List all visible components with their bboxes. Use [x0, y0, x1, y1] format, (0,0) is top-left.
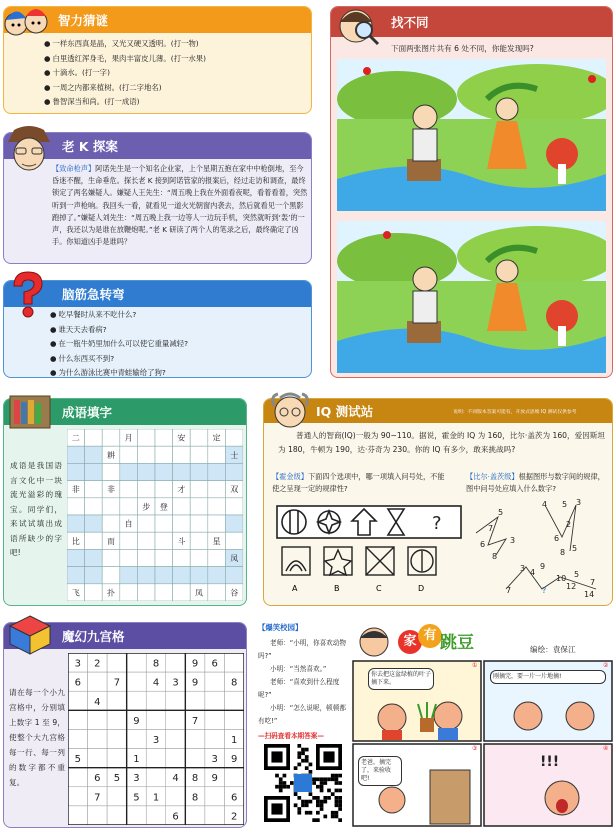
sudoku-cell[interactable] [224, 768, 244, 787]
iq-q2-text: 根据图形与数字间的规律，图中问号处应填入什么数字? [466, 472, 605, 493]
idiom-cell[interactable] [225, 532, 243, 549]
idiom-char: 安 [177, 433, 186, 443]
idiom-cell[interactable] [190, 429, 208, 446]
idiom-cell[interactable] [173, 463, 191, 480]
iq-figure-number: 12 [566, 582, 577, 591]
spot-subtitle: 下面两张图片共有 6 处不同，你能发现吗? [391, 44, 534, 53]
idiom-cell[interactable] [102, 429, 120, 446]
idiom-cell[interactable] [173, 549, 191, 566]
idiom-char: 扑 [107, 588, 115, 598]
sudoku-cell[interactable] [185, 729, 205, 748]
idiom-cell[interactable] [137, 567, 155, 584]
sudoku-cell[interactable] [127, 806, 147, 825]
laugh-line: 老师：“小明，你喜欢动物吗?” [258, 639, 346, 660]
idiom-cell[interactable] [137, 463, 155, 480]
comic-bubble-1: 你去把这盆绿植的叶子摘下来。 [368, 668, 434, 690]
sudoku-cell[interactable] [205, 806, 225, 825]
sudoku-cell[interactable] [185, 749, 205, 768]
sudoku-cell[interactable] [205, 729, 225, 748]
sudoku-number: 4 [172, 773, 179, 785]
sudoku-number: 4 [94, 696, 101, 708]
riddle-item: ● 一样东西真是晶，又光又硬又透明。(打一物) [44, 37, 206, 52]
idiom-cell[interactable] [190, 515, 208, 532]
sudoku-number: 5 [74, 754, 81, 766]
idiom-cell[interactable] [102, 567, 120, 584]
qr-label: —扫码查看本期答案— [258, 732, 324, 740]
brain-item: ● 谁天天去看病? [50, 323, 188, 338]
sudoku-cell[interactable] [127, 672, 147, 691]
sudoku-number: 9 [231, 754, 238, 766]
comic-logo-tiaodou: 跳豆 [440, 633, 474, 653]
brain-item: ● 什么东西买不到? [50, 352, 188, 367]
idiom-grid [67, 429, 243, 601]
riddle-item: ● 一周之内都来植树。(打二字地名) [44, 81, 206, 96]
comic-bubble-3: 老爸，摘完了，来验收吧! [358, 756, 402, 786]
idiom-cell[interactable] [85, 498, 103, 515]
idiom-cell[interactable] [225, 463, 243, 480]
idiom-cell[interactable] [155, 463, 173, 480]
laugh-line: 小明：“当然喜欢。” [270, 665, 327, 673]
idiom-cell[interactable] [85, 515, 103, 532]
laugh-line: 小明：“怎么说呢，顿顿都有吃!” [258, 704, 346, 725]
spot-title: 找不同 [391, 15, 429, 30]
idiom-cell[interactable] [120, 446, 138, 463]
sudoku-number: 2 [231, 811, 238, 823]
bookshelf-icon [6, 388, 54, 432]
idiom-char: 非 [71, 485, 80, 495]
sudoku-cell[interactable] [205, 691, 225, 710]
iq-option-b: B [334, 584, 340, 593]
iq-q2-tag: 【比尔·盖茨级】 [466, 472, 519, 481]
sudoku-number: 1 [152, 792, 160, 804]
idiom-cell[interactable] [208, 481, 226, 498]
sudoku-cell[interactable] [146, 806, 166, 825]
iq-option-c: C [376, 584, 382, 593]
sudoku-cell[interactable] [166, 653, 186, 672]
sudoku-number: 9 [191, 658, 199, 670]
idiom-cell[interactable] [137, 515, 155, 532]
riddles-title: 智力猜谜 [58, 13, 109, 28]
iq-question-2 [466, 471, 612, 495]
sudoku-cell[interactable] [107, 729, 127, 748]
laugh-tag: 【爆笑校园】 [258, 623, 303, 632]
detective-story [52, 163, 308, 248]
idiom-cell[interactable] [190, 532, 208, 549]
sudoku-cell[interactable] [205, 672, 225, 691]
riddle-kids-icon [2, 2, 52, 42]
idiom-char: 才 [177, 485, 186, 495]
laugh-panel [258, 622, 348, 828]
iq-question-1 [272, 471, 448, 495]
idiom-cell[interactable] [120, 498, 138, 515]
sudoku-grid [68, 653, 244, 825]
idiom-cell[interactable] [67, 549, 85, 566]
spot-picture-bottom [337, 221, 606, 373]
idiom-cell[interactable] [67, 446, 85, 463]
idiom-cell[interactable] [190, 549, 208, 566]
comic-author: 编绘：袁保江 [530, 645, 576, 654]
sudoku-cell[interactable] [68, 729, 88, 748]
comic-logo [352, 622, 482, 658]
sudoku-cell[interactable] [88, 710, 108, 729]
sudoku-cell[interactable] [224, 691, 244, 710]
sudoku-cell[interactable] [185, 691, 205, 710]
iq-figure-number: 3 [510, 536, 516, 545]
idiom-cell[interactable] [155, 549, 173, 566]
sudoku-title: 魔幻九宫格 [62, 629, 125, 644]
iq-figure-number: 5 [574, 570, 580, 579]
sudoku-cell[interactable] [107, 653, 127, 672]
idiom-char: 士 [230, 450, 239, 460]
comic-num-2: ② [603, 662, 609, 669]
sudoku-number: 6 [94, 773, 101, 785]
sudoku-cell[interactable] [224, 710, 244, 729]
idiom-cell[interactable] [120, 584, 138, 601]
idiom-cell[interactable] [120, 532, 138, 549]
brain-item: ● 吃早餐时从来不吃什么? [50, 308, 188, 323]
brain-header [4, 281, 311, 307]
comic-boy-icon [352, 622, 396, 658]
sudoku-cell[interactable] [68, 768, 88, 787]
sudoku-number: 1 [231, 735, 238, 746]
iq-number-figures [466, 497, 612, 603]
iq-question-mark: ? [432, 513, 442, 534]
idiom-char: 斗 [177, 536, 186, 546]
idiom-char: 月 [124, 433, 133, 443]
iq-note: 说明：不同版本答案可能有，开放式思维 IQ 测试仅供参考 [453, 409, 577, 415]
idiom-char: 耕 [107, 450, 115, 460]
riddle-item: ● 白里透红浑身毛，果肉丰富皮儿薄。(打一水果) [44, 52, 206, 67]
idiom-cell[interactable] [225, 498, 243, 515]
idiom-cell[interactable] [173, 498, 191, 515]
iq-figure-number: 6 [554, 534, 560, 543]
detective-title: 老 K 探案 [62, 139, 118, 154]
idiom-cell[interactable] [190, 446, 208, 463]
iq-figure-number: 2 [566, 520, 572, 529]
riddle-item: ● 鲁智深当和尚。(打一成语) [44, 95, 206, 110]
idiom-cell[interactable] [190, 498, 208, 515]
idiom-cell[interactable] [225, 515, 243, 532]
idiom-char: 凤 [195, 588, 203, 598]
idiom-cell[interactable] [67, 567, 85, 584]
sudoku-number: 6 [231, 792, 238, 804]
idiom-char: 飞 [71, 588, 80, 598]
brain-title: 脑筋急转弯 [62, 287, 125, 302]
sudoku-number: 8 [152, 658, 160, 670]
scientist-icon [268, 390, 314, 432]
idiom-cell[interactable] [67, 515, 85, 532]
comic-num-4: ④ [603, 745, 609, 752]
sudoku-number: 5 [113, 773, 121, 785]
sudoku-number: 3 [74, 658, 81, 670]
sudoku-number: 6 [211, 658, 218, 670]
idiom-char: 凤 [230, 554, 239, 563]
sudoku-cell[interactable] [146, 691, 166, 710]
sudoku-number: 1 [133, 754, 140, 766]
sudoku-cell[interactable] [185, 806, 205, 825]
comic-logo-jia: 家 [398, 630, 422, 654]
sudoku-cell[interactable] [68, 691, 88, 710]
idiom-cell[interactable] [120, 567, 138, 584]
sudoku-cell[interactable] [146, 768, 166, 787]
iq-figure-number: ? [542, 586, 547, 595]
idiom-cell[interactable] [173, 446, 191, 463]
idiom-char: 星 [212, 536, 221, 546]
comic-num-3: ③ [472, 745, 478, 752]
idiom-cell[interactable] [85, 549, 103, 566]
idiom-cell[interactable] [173, 515, 191, 532]
idiom-cell[interactable] [67, 463, 85, 480]
iq-option-a: A [292, 584, 298, 593]
idiom-char: 自 [124, 519, 133, 529]
idiom-cell[interactable] [137, 481, 155, 498]
sudoku-cell[interactable] [146, 749, 166, 768]
idiom-cell[interactable] [225, 567, 243, 584]
iq-intro: 普通人的智商(IQ)一般为 90~110。据说，霍金的 IQ 为 160，比尔·盖茨为 160，爱因斯坦为 180，牛顿为 190，达·芬奇为 230。你的 IQ 有多少，敢来挑战吗? [278, 431, 605, 454]
sudoku-cell[interactable] [146, 710, 166, 729]
sudoku-number: 7 [191, 715, 199, 727]
sudoku-number: 8 [191, 792, 199, 804]
sudoku-number: 9 [133, 715, 140, 727]
iq-figure-number: 4 [530, 568, 536, 577]
idiom-cell[interactable] [173, 584, 191, 601]
magnifier-kid-icon [334, 2, 382, 46]
iq-figure-number: 7 [506, 586, 512, 595]
iq-q1-text: 下面四个选项中，哪一项填入问号处，不能使之呈现一定的规律性? [272, 472, 445, 493]
iq-figure-number: 7 [590, 578, 596, 587]
iq-header [264, 399, 612, 423]
sudoku-cell[interactable] [224, 653, 244, 672]
sudoku-number: 6 [172, 811, 179, 823]
idiom-cell[interactable] [137, 429, 155, 446]
iq-figure-number: 6 [480, 540, 486, 549]
sudoku-number: 8 [191, 773, 199, 785]
idiom-char: 非 [107, 485, 115, 495]
detective-text: 阿诺先生是一个知名企业家，上个星期五抱在家中中枪倒地，至今昏迷不醒，生命垂危。探长老 K 接到阿诺管家的报案后，经过走访和调查，最终锁定了两名嫌疑人。嫌疑人王先生：“周五晚上我在外面看夜呢，看着看着，突然听到一声枪响。我回头一看，就看见一道火光朝窗内袭去，然后就看见一个黑影跑掉了。”嫌疑人刘先生：“周五晚上我一边等人一边玩手机，突然就听到‘轰’的一声，我还以为是谁在放鞭炮呢。”老 K 研读了两个人的笔录之后，最终确定了凶手。你知道凶手是谁吗？ [52, 164, 308, 247]
sudoku-number: 9 [191, 677, 199, 689]
idiom-cell[interactable] [137, 584, 155, 601]
iq-figure-number: 3 [576, 498, 582, 507]
idiom-cell[interactable] [67, 498, 85, 515]
sudoku-cell[interactable] [68, 806, 88, 825]
iq-figure-number: 7 [488, 524, 494, 533]
iq-figure-number: 14 [584, 590, 595, 599]
idiom-cell[interactable] [85, 429, 103, 446]
sudoku-cell[interactable] [88, 749, 108, 768]
iq-figure-number: 5 [572, 544, 578, 553]
sudoku-number: 4 [152, 677, 160, 689]
iq-title: IQ 测试站 [316, 404, 374, 419]
brain-list [50, 308, 188, 378]
sudoku-number: 6 [74, 677, 81, 689]
idiom-cell[interactable] [225, 429, 243, 446]
iq-options [276, 545, 462, 599]
idiom-cell[interactable] [190, 463, 208, 480]
iq-figure-number: 5 [562, 500, 568, 509]
sudoku-cell[interactable] [107, 749, 127, 768]
sudoku-cell[interactable] [205, 710, 225, 729]
idiom-cell[interactable] [155, 429, 173, 446]
idiom-cell[interactable] [137, 549, 155, 566]
idiom-char: 二 [71, 433, 80, 443]
sudoku-cell[interactable] [205, 787, 225, 806]
comic-bubble-2: 刚摘完，要一片一片地摘! [490, 670, 606, 684]
iq-figure-number: 5 [498, 508, 504, 517]
idiom-cell[interactable] [85, 481, 103, 498]
idiom-cell[interactable] [85, 446, 103, 463]
idiom-char: 双 [230, 485, 239, 495]
idiom-cell[interactable] [102, 463, 120, 480]
sudoku-cell[interactable] [107, 806, 127, 825]
idiom-cell[interactable] [85, 567, 103, 584]
iq-figure-number: 10 [556, 574, 567, 583]
sudoku-number: 5 [133, 792, 140, 804]
comic-logo-you: 有 [418, 624, 442, 648]
spot-picture-top [337, 59, 606, 211]
iq-q1-tag: 【霍金级】 [272, 472, 308, 481]
sudoku-number: 9 [211, 773, 218, 785]
idiom-char: 而 [107, 536, 115, 546]
qr-code[interactable] [264, 744, 342, 822]
iq-figure-number: 4 [542, 500, 548, 509]
idiom-cell[interactable] [173, 567, 191, 584]
sudoku-number: 3 [133, 773, 140, 785]
sudoku-cell[interactable] [166, 710, 186, 729]
idiom-cell[interactable] [208, 463, 226, 480]
sudoku-cell[interactable] [107, 710, 127, 729]
idiom-cell[interactable] [155, 481, 173, 498]
sudoku-cell[interactable] [127, 691, 147, 710]
idiom-cell[interactable] [208, 549, 226, 566]
idiom-cell[interactable] [155, 446, 173, 463]
idiom-cell[interactable] [120, 481, 138, 498]
sudoku-cell[interactable] [166, 787, 186, 806]
idiom-cell[interactable] [85, 463, 103, 480]
sudoku-number: 8 [231, 677, 238, 689]
sudoku-cell[interactable] [88, 806, 108, 825]
iq-sequence-figures [276, 505, 462, 539]
sudoku-number: 7 [94, 792, 101, 804]
sudoku-description: 请在每一个小九宫格中，分别填上数字 1 至 9，使整个大九宫格每一行、每一列的数字都不重复。 [9, 688, 65, 787]
comic-num-1: ① [472, 662, 478, 669]
idiom-char: 比 [71, 536, 80, 546]
sudoku-cell[interactable] [127, 729, 147, 748]
sudoku-cell[interactable] [127, 653, 147, 672]
detective-tag: 【致命枪声】 [52, 164, 96, 173]
sudoku-cell[interactable] [107, 691, 127, 710]
idiom-cell[interactable] [208, 446, 226, 463]
brain-item: ● 为什么游泳比赛中青蛙输给了狗? [50, 366, 188, 378]
sudoku-number: 2 [94, 658, 101, 670]
sudoku-number: 3 [172, 677, 179, 689]
idiom-cell[interactable] [137, 446, 155, 463]
sudoku-cell[interactable] [107, 787, 127, 806]
idiom-cell[interactable] [155, 567, 173, 584]
idiom-char: 定 [212, 433, 221, 443]
idiom-cell[interactable] [85, 584, 103, 601]
sudoku-number: 3 [152, 735, 160, 746]
iq-figure-number: 3 [520, 564, 526, 573]
idiom-char: 谷 [230, 588, 239, 598]
sudoku-number: 3 [211, 754, 218, 766]
idiom-cell[interactable] [208, 584, 226, 601]
idiom-cell[interactable] [208, 567, 226, 584]
idiom-cell[interactable] [102, 549, 120, 566]
idiom-cell[interactable] [137, 532, 155, 549]
magic-cube-icon [6, 612, 54, 656]
idiom-cell[interactable] [208, 498, 226, 515]
riddles-list [44, 37, 206, 110]
brain-item: ● 在一瓶牛奶里加什么可以使它重量减轻? [50, 337, 188, 352]
idiom-cell[interactable] [120, 549, 138, 566]
sudoku-cell[interactable] [166, 729, 186, 748]
idiom-char: 登 [159, 502, 168, 512]
idiom-cell[interactable] [85, 532, 103, 549]
comic-panel [352, 622, 613, 828]
iq-figure-number: 8 [560, 548, 566, 557]
sudoku-cell[interactable] [88, 672, 108, 691]
iq-figure-number: 9 [540, 562, 546, 571]
idiom-char: 步 [142, 502, 151, 512]
idiom-title: 成语填字 [62, 405, 113, 420]
sudoku-cell[interactable] [166, 749, 186, 768]
iq-figure-number: 8 [492, 552, 498, 561]
idiom-description: 成语是我国语言文化中一块流光溢彩的瑰宝。同学们，来试试填出成语所缺少的字吧! [10, 461, 62, 557]
idiom-cell[interactable] [155, 584, 173, 601]
idiom-cell[interactable] [155, 515, 173, 532]
sudoku-cell[interactable] [88, 729, 108, 748]
idiom-cell[interactable] [190, 481, 208, 498]
comic-bubble-4: !!! [540, 754, 560, 770]
idiom-cell[interactable] [102, 515, 120, 532]
idiom-cell[interactable] [208, 515, 226, 532]
idiom-cell[interactable] [155, 532, 173, 549]
detective-k-icon [4, 120, 54, 178]
idiom-cell[interactable] [120, 463, 138, 480]
iq-option-d: D [418, 584, 425, 593]
riddle-item: ● 十滴水。(打一字) [44, 66, 206, 81]
iq-panel [263, 398, 613, 606]
idiom-cell[interactable] [190, 567, 208, 584]
spot-difference-panel [330, 6, 613, 378]
sudoku-cell[interactable] [68, 710, 88, 729]
sudoku-cell[interactable] [68, 787, 88, 806]
question-mark-icon [4, 268, 50, 318]
sudoku-cell[interactable] [166, 691, 186, 710]
idiom-cell[interactable] [102, 498, 120, 515]
sudoku-number: 7 [113, 677, 121, 689]
laugh-line: 老师：“喜欢到什么程度呢?” [258, 678, 340, 699]
